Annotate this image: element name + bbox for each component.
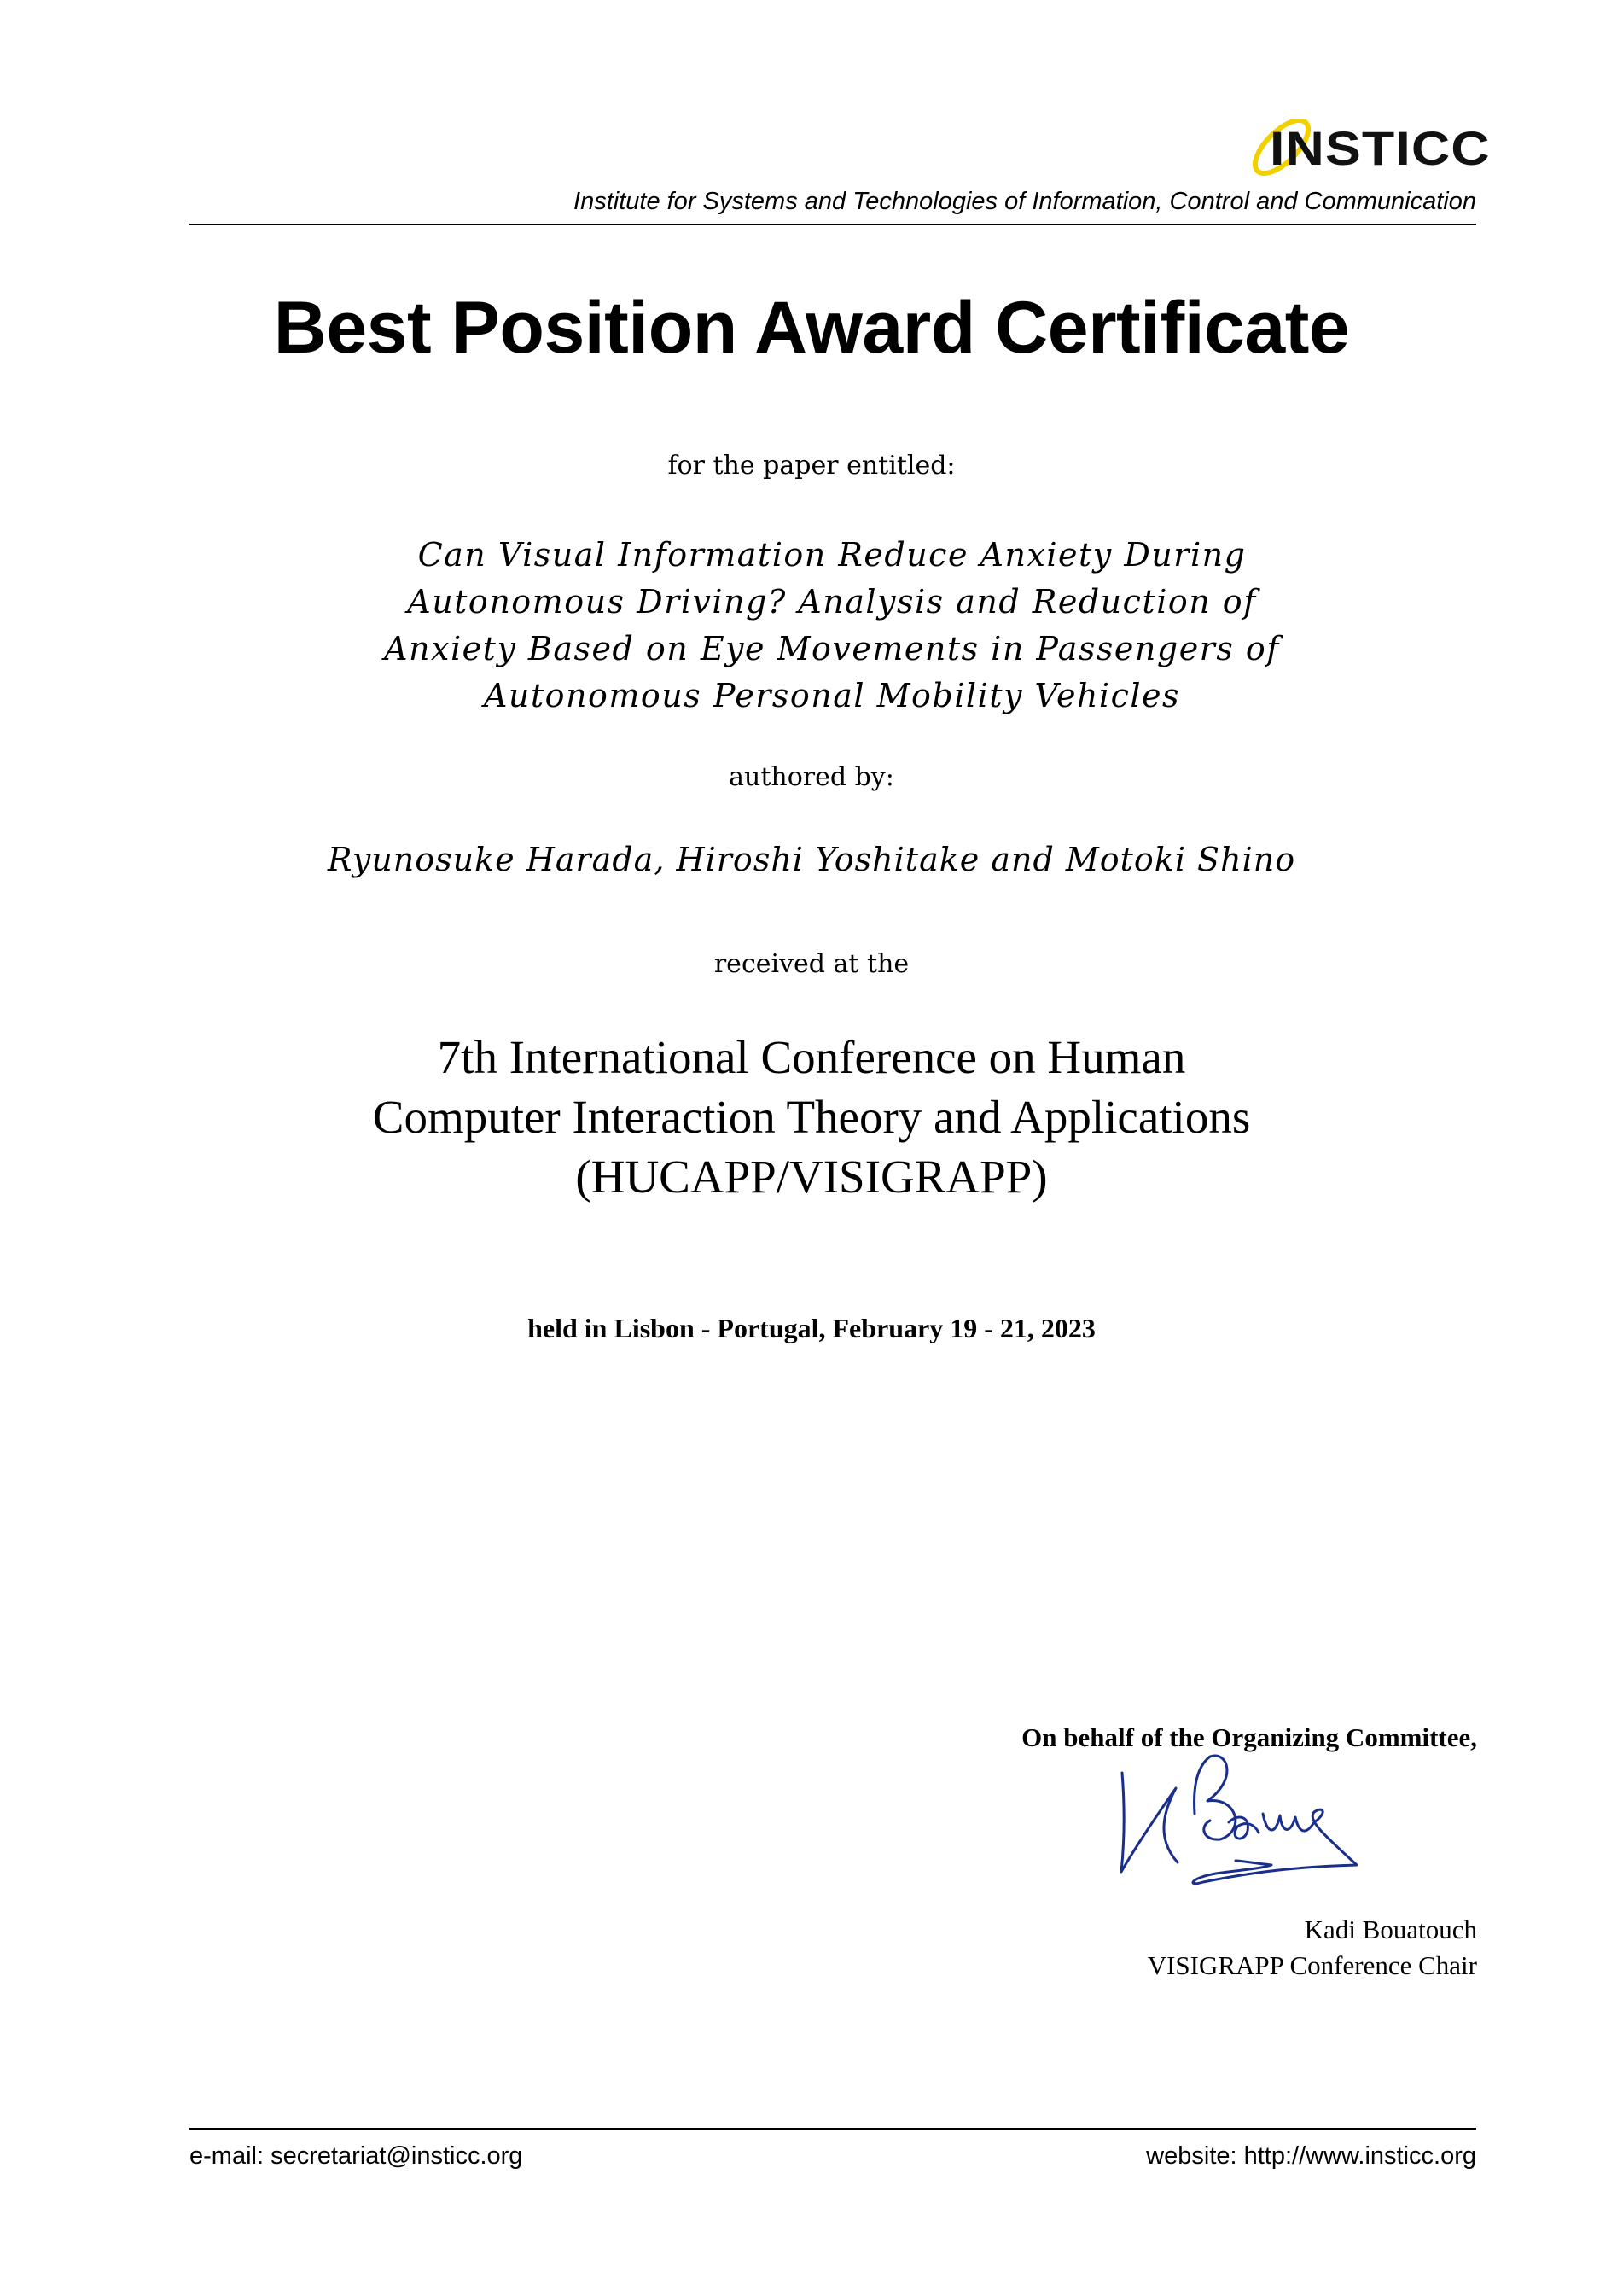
header-divider <box>189 224 1476 225</box>
event-location-date: held in Lisbon - Portugal, February 19 - 21, 2023 <box>527 1313 1096 1343</box>
paper-title-line: Can Visual Information Reduce Anxiety During <box>417 536 1247 574</box>
signer-role: VISIGRAPP Conference Chair <box>1147 1950 1477 1980</box>
conference-line: Computer Interaction Theory and Applications <box>372 1091 1251 1143</box>
paper-title <box>299 532 1365 720</box>
certificate-title: Best Position Award Certificate <box>273 287 1350 369</box>
conference-line: (HUCAPP/VISIGRAPP) <box>575 1151 1048 1203</box>
received-label: received at the <box>713 949 910 979</box>
conference-line: 7th International Conference on Human <box>437 1031 1186 1083</box>
authored-label: authored by: <box>729 762 894 792</box>
conference-name <box>0 1028 1623 1207</box>
signer-name: Kadi Bouatouch <box>1304 1914 1477 1944</box>
paper-title-line: Autonomous Personal Mobility Vehicles <box>483 677 1181 714</box>
paper-title-line: Autonomous Driving? Analysis and Reduction of <box>407 583 1257 621</box>
footer-divider <box>189 2128 1476 2130</box>
paper-title-line: Anxiety Based on Eye Movements in Passengers of <box>384 630 1280 667</box>
footer-email: e-mail: secretariat@insticc.org <box>189 2142 523 2170</box>
authors: Ryunosuke Harada, Hiroshi Yoshitake and Motoki Shino <box>327 841 1296 878</box>
institute-name: Institute for Systems and Technologies of Information, Control and Communication <box>573 188 1476 215</box>
signer-info <box>1148 1912 1477 1984</box>
logo-text: INSTICC <box>1270 121 1491 175</box>
footer-website: website: http://www.insticc.org <box>1146 2142 1476 2170</box>
insticc-logo <box>1248 119 1491 179</box>
on-behalf-label: On behalf of the Organizing Committee, <box>1021 1722 1477 1752</box>
for-paper-label: for the paper entitled: <box>667 451 956 481</box>
signature-icon <box>1101 1754 1476 1899</box>
